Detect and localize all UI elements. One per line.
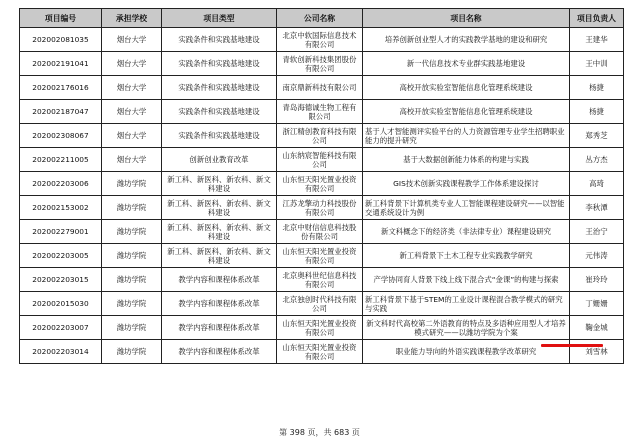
cell-school: 潍坊学院 [102,268,162,292]
cell-owner: 杨捷 [570,76,624,100]
cell-project-id: 202002081035 [20,28,102,52]
cell-project-id: 202002153002 [20,196,102,220]
cell-project-type: 实践条件和实践基地建设 [162,76,277,100]
cell-project-name: 基于大数据创新能力体系的构建与实践 [363,148,570,172]
cell-project-id: 202002176016 [20,76,102,100]
cell-project-id: 202002211005 [20,148,102,172]
header-school: 承担学校 [102,9,162,28]
cell-project-id: 202002191041 [20,52,102,76]
table-row [20,172,624,196]
cell-company: 青岛海德诚生物工程有限公司 [277,100,363,124]
cell-project-name: 新工科背景下土木工程专业实践教学研究 [363,244,570,268]
cell-school: 烟台大学 [102,28,162,52]
cell-owner: 鞠金城 [570,316,624,340]
cell-company: 山东恒天阳光置业投资有限公司 [277,340,363,364]
cell-project-id: 202002203007 [20,316,102,340]
table-row [20,100,624,124]
cell-owner: 丁姗姗 [570,292,624,316]
cell-company: 北京独创时代科技有限公司 [277,292,363,316]
table-row [20,220,624,244]
header-project-name: 项目名称 [363,9,570,28]
cell-project-id: 202002015030 [20,292,102,316]
cell-owner: 丛方杰 [570,148,624,172]
table-row [20,268,624,292]
cell-project-type: 教学内容和课程体系改革 [162,316,277,340]
cell-school: 潍坊学院 [102,244,162,268]
header-company: 公司名称 [277,9,363,28]
header-project-type: 项目类型 [162,9,277,28]
cell-project-type: 新工科、新医科、新农科、新文科建设 [162,172,277,196]
table-row-highlighted [20,292,624,316]
cell-school: 烟台大学 [102,52,162,76]
cell-school: 烟台大学 [102,100,162,124]
cell-project-name: GIS技术创新实践课程教学工作体系建设探讨 [363,172,570,196]
table-row [20,148,624,172]
cell-company: 山东恒天阳光置业投资有限公司 [277,172,363,196]
table-row [20,316,624,340]
table-row [20,340,624,364]
cell-owner: 王建华 [570,28,624,52]
cell-company: 北京中软国际信息技术有限公司 [277,28,363,52]
cell-owner: 杨捷 [570,100,624,124]
cell-project-name: 培养创新创业型人才的实践教学基地的建设和研究 [363,28,570,52]
cell-company: 南京鼎新科技有限公司 [277,76,363,100]
cell-company: 北京奥科世纪信息科技有限公司 [277,268,363,292]
cell-company: 江苏龙擎动力科技股份有限公司 [277,196,363,220]
table-row [20,52,624,76]
cell-owner: 高琦 [570,172,624,196]
cell-owner: 王治宁 [570,220,624,244]
table-row [20,124,624,148]
cell-project-name: 基于人才智能测评实验平台的人力资源管理专业学生招聘职业能力的提升研究 [363,124,570,148]
red-underline-mark [541,344,603,347]
cell-school: 烟台大学 [102,124,162,148]
cell-project-type: 实践条件和实践基地建设 [162,28,277,52]
table-row [20,244,624,268]
cell-project-type: 实践条件和实践基地建设 [162,124,277,148]
cell-school: 潍坊学院 [102,316,162,340]
cell-school: 烟台大学 [102,76,162,100]
cell-school: 潍坊学院 [102,172,162,196]
cell-project-name: 新工科背景下基于STEM的工业设计课程混合教学模式的研究与实践 [363,292,570,316]
cell-project-type: 新工科、新医科、新农科、新文科建设 [162,244,277,268]
header-owner: 项目负责人 [570,9,624,28]
table-row [20,196,624,220]
table-body [20,28,624,364]
cell-school: 潍坊学院 [102,340,162,364]
cell-school: 烟台大学 [102,148,162,172]
cell-project-name: 职业能力导向的外语实践课程教学改革研究 [363,340,570,364]
cell-project-id: 202002203006 [20,172,102,196]
cell-company: 山东恒天阳光置业投资有限公司 [277,244,363,268]
cell-project-id: 202002187047 [20,100,102,124]
cell-company: 青软创新科技集团股份有限公司 [277,52,363,76]
cell-project-name: 新工科背景下计算机类专业人工智能课程建设研究——以智能交通系统设计为例 [363,196,570,220]
cell-project-id: 202002308067 [20,124,102,148]
cell-project-name: 新文科概念下的经济类（非法律专业）课程建设研究 [363,220,570,244]
cell-school: 潍坊学院 [102,196,162,220]
cell-project-id: 202002279001 [20,220,102,244]
cell-project-name: 新文科时代高校第二外语教育的特点及多语种应用型人才培养模式研究——以潍坊学院为个案 [363,316,570,340]
cell-owner: 刘雪林 [570,340,624,364]
cell-project-id: 202002203014 [20,340,102,364]
cell-project-name: 产学协同育人背景下线上线下混合式“金课”的构建与探索 [363,268,570,292]
table-row [20,76,624,100]
header-project-id: 项目编号 [20,9,102,28]
page-footer: 第 398 页，共 683 页 [279,428,360,437]
cell-project-type: 新工科、新医科、新农科、新文科建设 [162,220,277,244]
cell-owner: 崔玲玲 [570,268,624,292]
cell-project-type: 创新创业教育改革 [162,148,277,172]
table-row [20,28,624,52]
cell-project-name: 高校开放实验室智能信息化管理系统建设 [363,100,570,124]
cell-owner: 元伟涛 [570,244,624,268]
cell-project-type: 教学内容和课程体系改革 [162,340,277,364]
cell-project-type: 实践条件和实践基地建设 [162,52,277,76]
cell-company: 山东纳宸智能科技有限公司 [277,148,363,172]
cell-project-name: 新一代信息技术专业群实践基地建设 [363,52,570,76]
cell-project-id: 202002203015 [20,268,102,292]
cell-school: 潍坊学院 [102,220,162,244]
cell-owner: 李秋潭 [570,196,624,220]
cell-project-id: 202002203005 [20,244,102,268]
project-table [19,8,624,364]
cell-company: 山东恒天阳光置业投资有限公司 [277,316,363,340]
cell-owner: 王中训 [570,52,624,76]
cell-project-type: 新工科、新医科、新农科、新文科建设 [162,196,277,220]
cell-project-type: 教学内容和课程体系改革 [162,268,277,292]
cell-project-name: 高校开放实验室智能信息化管理系统建设 [363,76,570,100]
cell-company: 浙江精创教育科技有限公司 [277,124,363,148]
table-header-row [20,9,624,28]
cell-owner: 郑秀芝 [570,124,624,148]
cell-company: 北京中财信信息科技股份有限公司 [277,220,363,244]
cell-school: 潍坊学院 [102,292,162,316]
cell-project-type: 实践条件和实践基地建设 [162,100,277,124]
cell-project-type: 教学内容和课程体系改革 [162,292,277,316]
